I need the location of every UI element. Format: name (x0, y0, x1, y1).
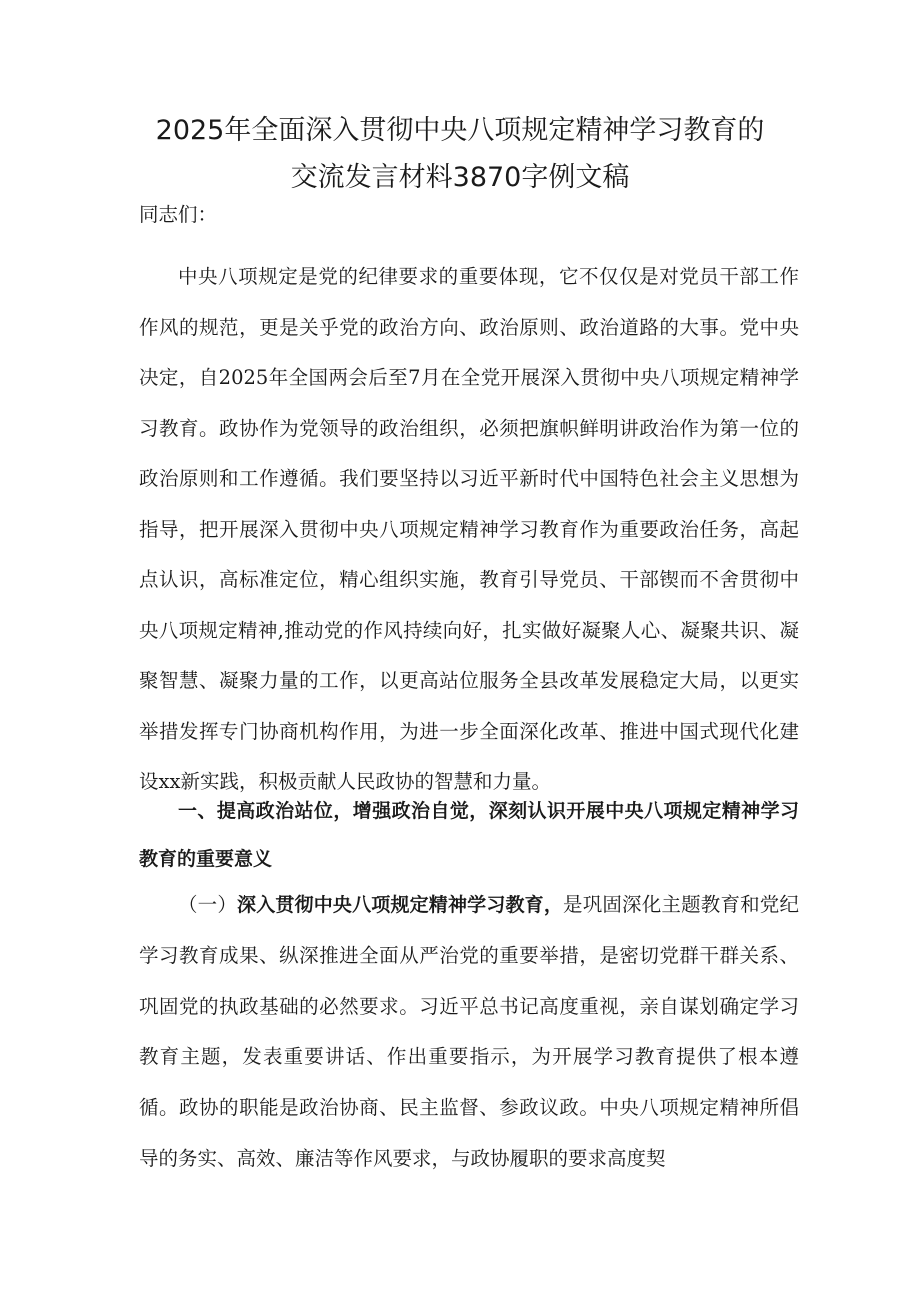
document-title-line-1: 2025年全面深入贯彻中央八项规定精神学习教育的 (155, 115, 765, 146)
salutation: 同志们： (139, 203, 218, 226)
paragraph-lead-bold: 深入贯彻中央八项规定精神学习教育， (237, 894, 564, 916)
paragraph-section-1-1 (139, 880, 799, 1185)
document-title-line-2: 交流发言材料3870字例文稿 (290, 162, 630, 193)
paragraph-body: 是巩固深化主题教育和党纪学习教育成果、纵深推进全面从严治党的重要举措，是密切党群干群关系、巩固党的执政基础的必然要求。习近平总书记高度重视，亲自谋划确定学习教育主题，发表重要讲话、作出重要指示，为开展学习教育提供了根本遵循。政协的职能是政治协商、民主监督、参政议政。中央八项规定精神所倡导的务实、高效、廉洁等作风要求，与政协履职的要求高度契 (139, 893, 799, 1170)
section-heading-1: 一、提高政治站位，增强政治自觉，深刻认识开展中央八项规定精神学习教育的重要意义 (139, 800, 799, 870)
paragraph-prefix: （一） (178, 893, 238, 916)
paragraph-intro: 中央八项规定是党的纪律要求的重要体现，它不仅仅是对党员干部工作作风的规范，更是关乎党的政治方向、政治原则、政治道路的大事。党中央决定，自2025年全国两会后至7月在全党开展深入贯彻中央八项规定精神学习教育。政协作为党领导的政治组织，必须把旗帜鲜明讲政治作为第一位的政治原则和工作遵循。我们要坚持以习近平新时代中国特色社会主义思想为指导，把开展深入贯彻中央八项规定精神学习教育作为重要政治任务，高起点认识，高标准定位，精心组织实施，教育引导党员、干部锲而不舍贯彻中央八项规定精神,推动党的作风持续向好，扎实做好凝聚人心、凝聚共识、凝聚智慧、凝聚力量的工作，以更高站位服务全县改革发展稳定大局，以更实举措发挥专门协商机构作用，为进一步全面深化改革、推进中国式现代化建设xx新实践，积极贡献人民政协的智慧和力量。 (139, 265, 799, 793)
